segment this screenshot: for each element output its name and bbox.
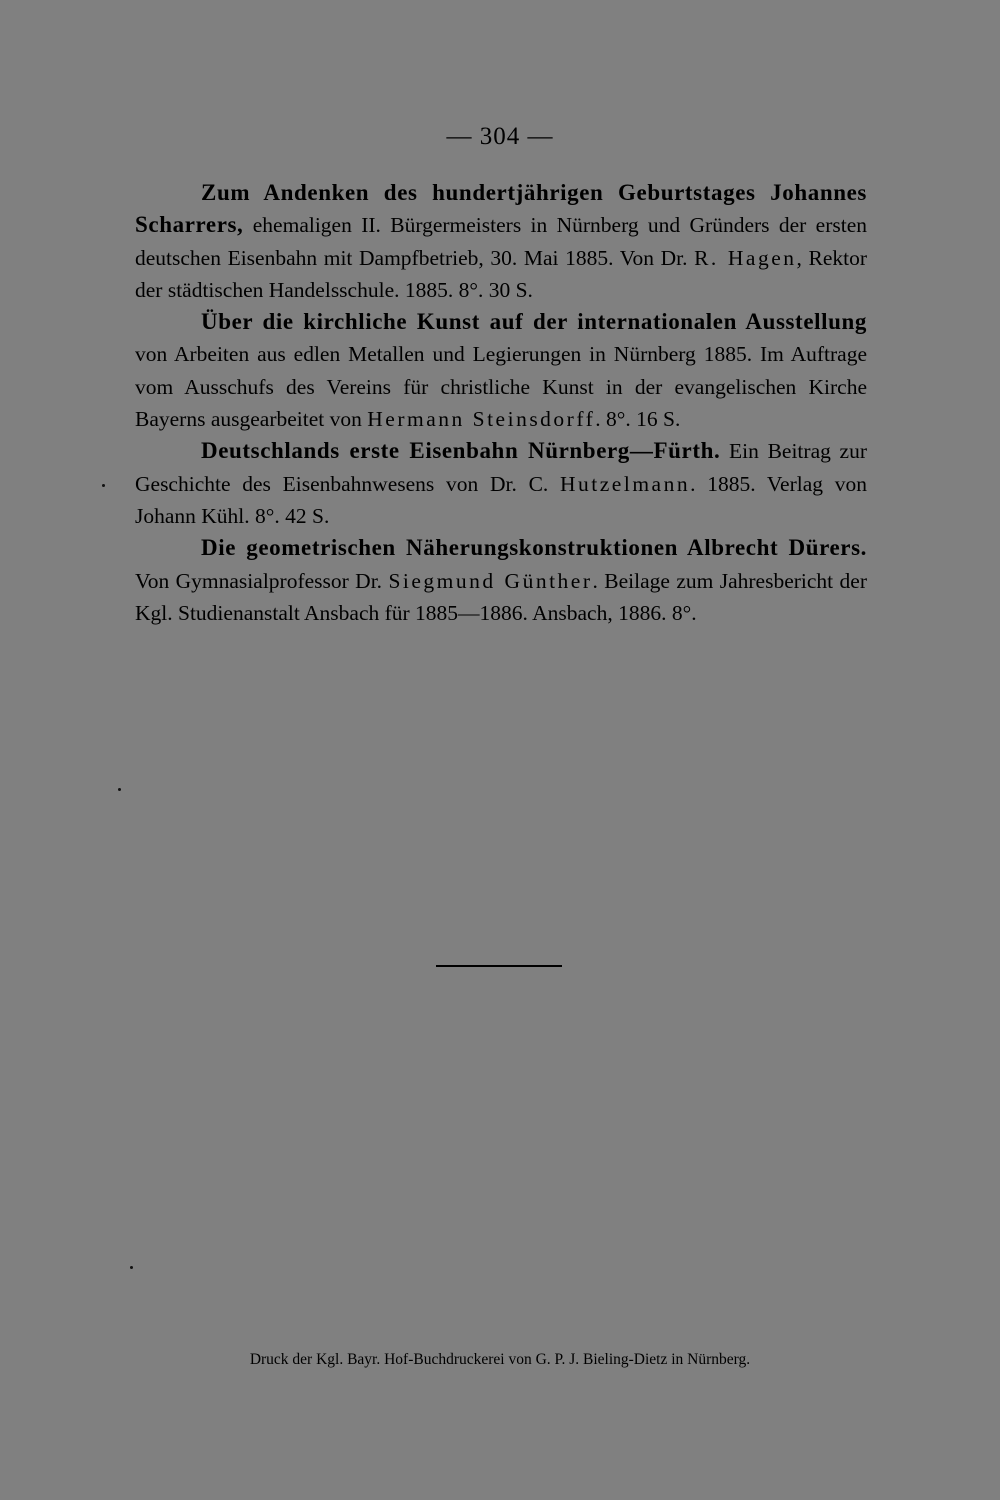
end-rule (436, 965, 562, 967)
entry-text: ehemaligen II. Bürgermeisters in Nürnberg und Gründers der ersten deutschen Eisenbahn mit Dampfbetrieb, 30. Mai 1885. Von Dr. (135, 213, 867, 270)
entry-author: Hutzelmann (560, 471, 691, 496)
entry-author: Siegmund Günther (388, 568, 593, 593)
print-speck (118, 788, 121, 791)
bibliography-entry (135, 532, 867, 629)
bibliography-entry (135, 177, 867, 306)
entry-text: . 8°. 16 S. (595, 407, 681, 432)
entry-text: . Beilage zum Jahresbericht der Kgl. Studienanstalt Ansbach für 1885—1886. Ansbach, 1886. 8°. (135, 568, 867, 625)
page-number: — 304 — (446, 123, 554, 150)
entry-author: Hermann Steinsdorff (367, 407, 596, 432)
entry-text: Von Gymnasialprofessor Dr. (135, 568, 389, 593)
print-speck (130, 1266, 133, 1269)
bibliography-list (135, 177, 867, 629)
entry-title: Deutschlands erste Eisenbahn Nürnberg—Fürth. (201, 438, 721, 464)
entry-title: Über die kirchliche Kunst auf der internationalen Ausstellung (201, 309, 867, 335)
bibliography-entry (135, 306, 867, 435)
entry-text: . 1885. Verlag von Johann Kühl. 8°. 42 S. (135, 471, 867, 528)
bibliography-entry (135, 435, 867, 532)
entry-text: von Arbeiten aus edlen Metallen und Legierungen in Nürnberg 1885. Im Auftrage vom Ausschufs des Vereins für christliche Kunst in der evangelischen Kirche Bayerns ausgearbeitet von (135, 342, 867, 432)
printer-colophon: Druck der Kgl. Bayr. Hof-Buchdruckerei von G. P. J. Bieling-Dietz in Nürnberg. (249, 1351, 751, 1368)
entry-title: Zum Andenken des hundertjährigen Geburtstages Johannes Scharrers, (135, 180, 867, 238)
entry-author: R. Hagen (694, 245, 797, 270)
print-speck (102, 484, 105, 487)
entry-title: Die geometrischen Näherungskonstruktionen Albrecht Dürers. (201, 535, 867, 561)
entry-text: Ein Beitrag zur Geschichte des Eisenbahnwesens von Dr. C. (135, 439, 867, 496)
entry-text: , Rektor der städtischen Handelsschule. 1885. 8°. 30 S. (135, 245, 867, 302)
